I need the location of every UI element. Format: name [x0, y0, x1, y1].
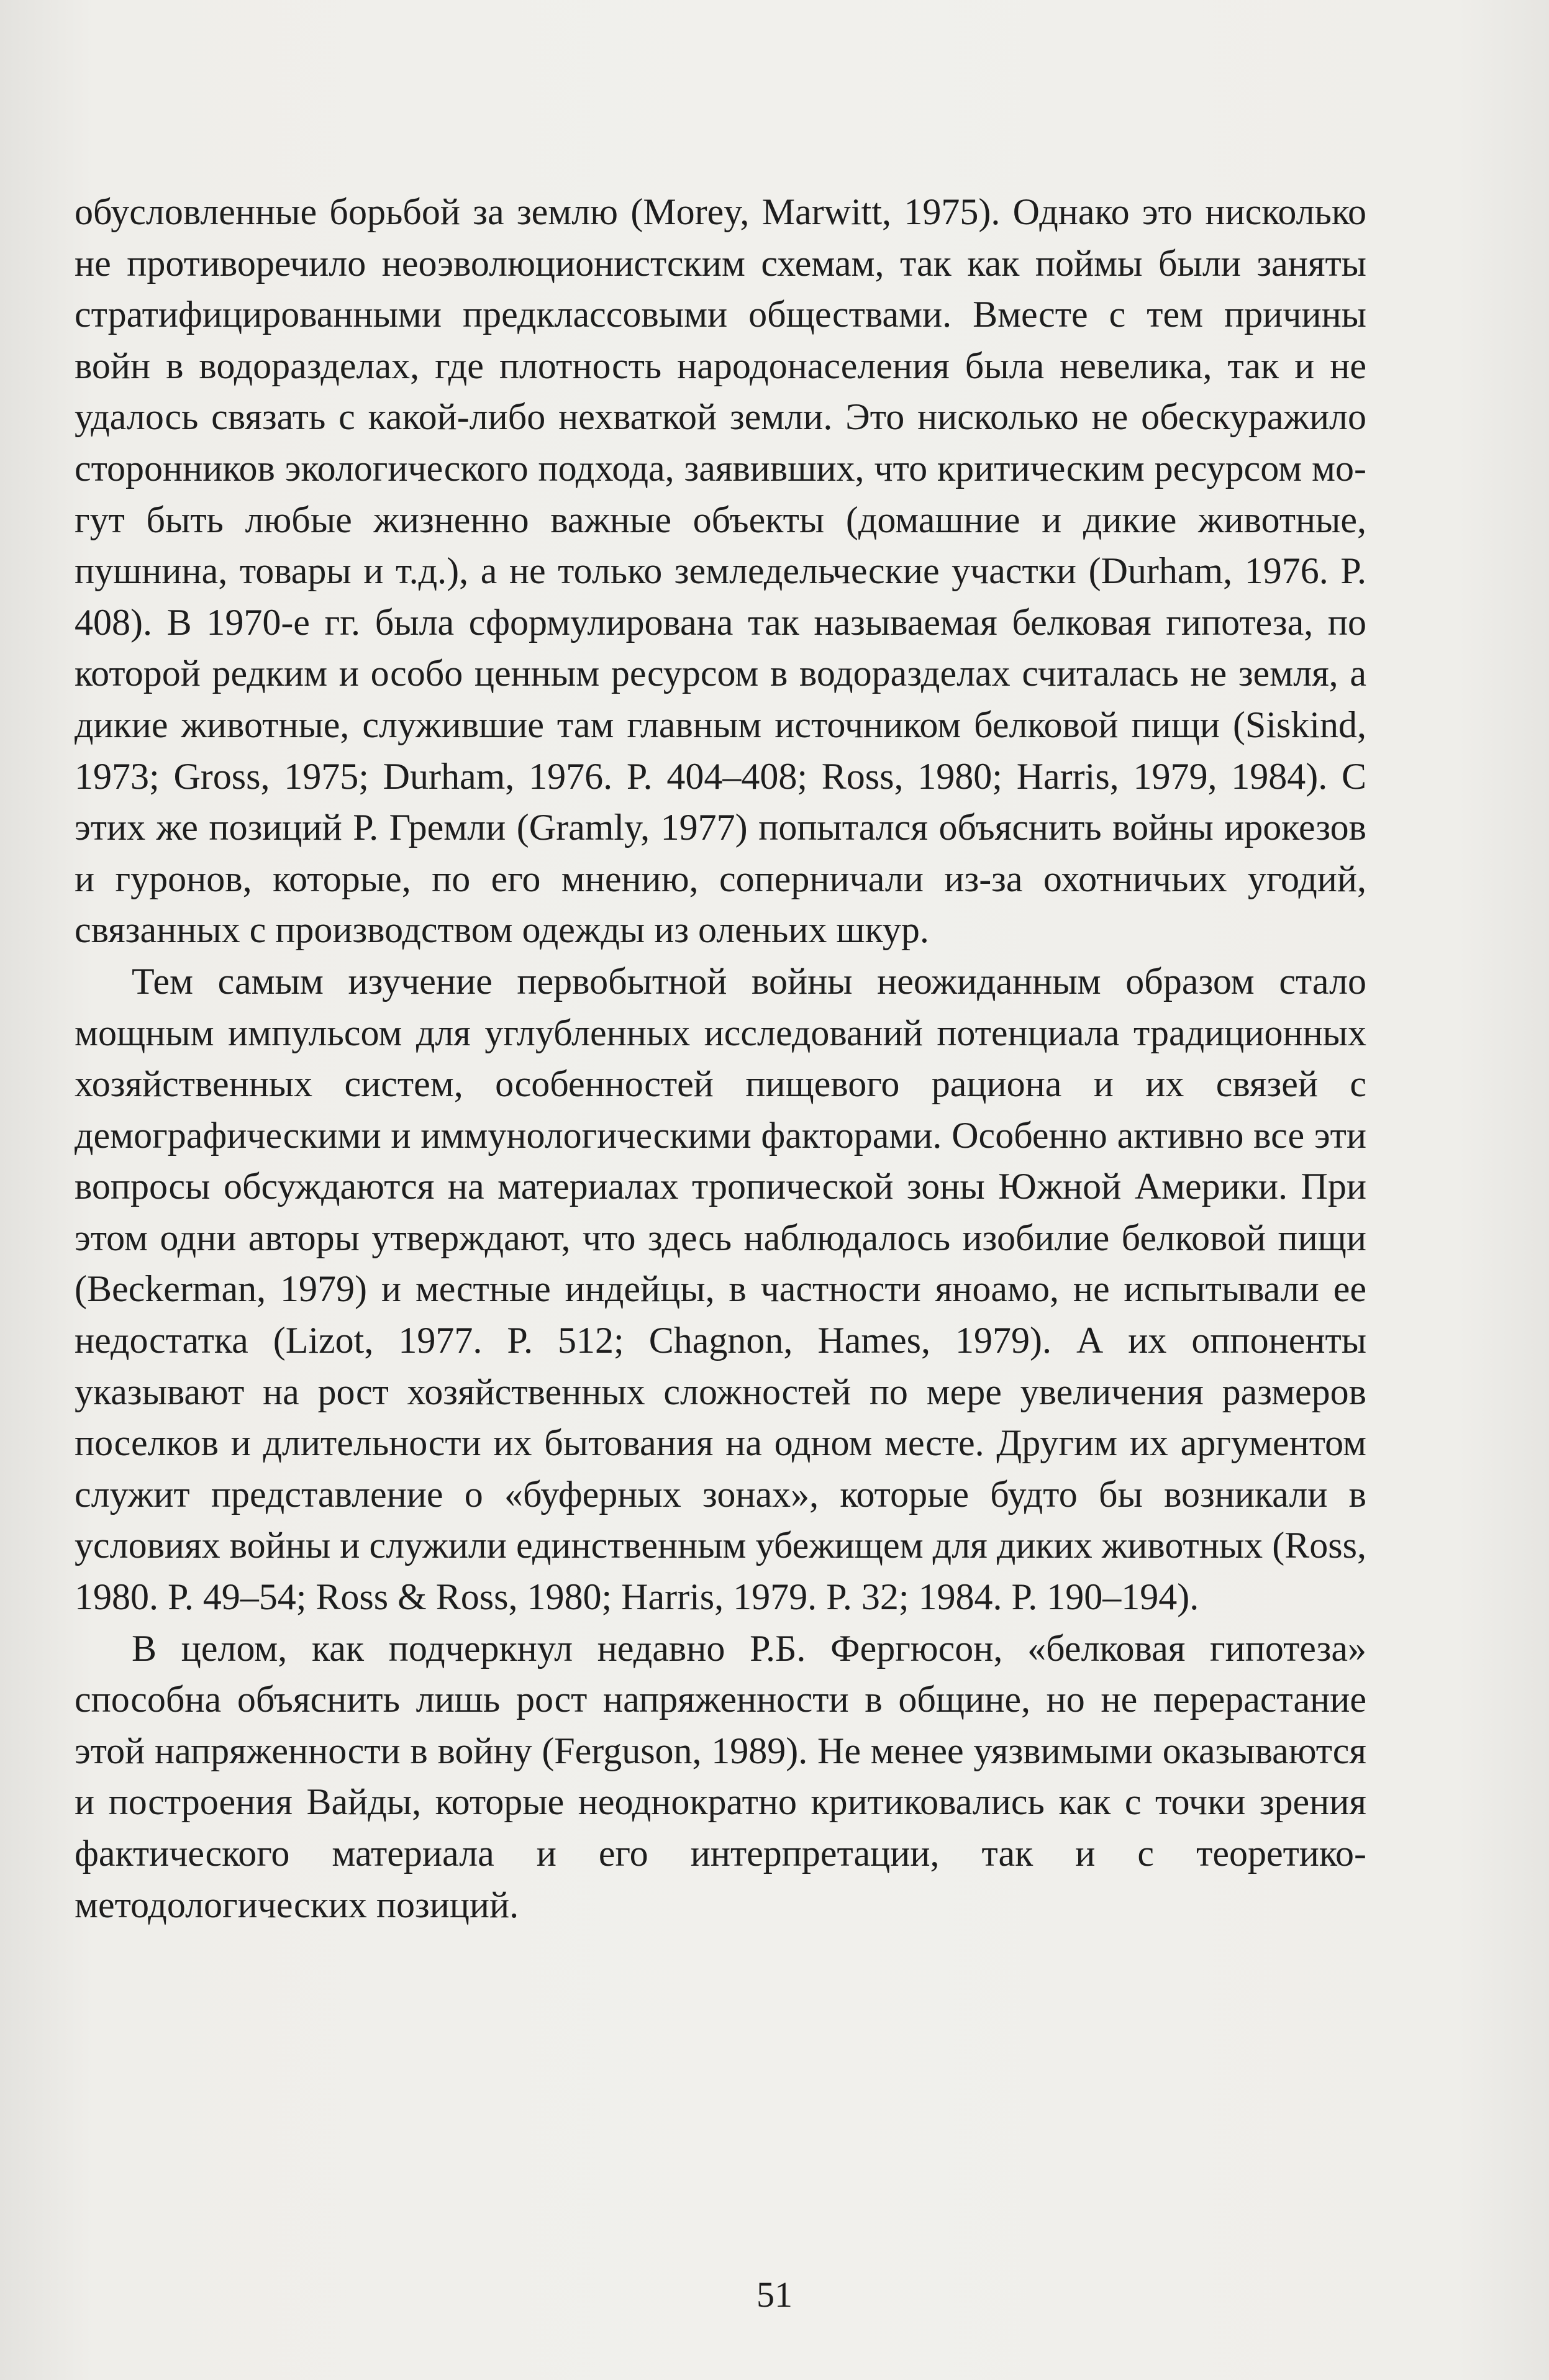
paragraph-2: Тем самым изучение первобытной войны неожиданным образом стало мощным импульсом для углубленных исследований потенциала традиционных хозяйственных систем, особенностей пищевого рациона и их связей с демографическими и иммунологическими факторами. Особенно активно все эти вопросы обсуждаются на материалах тропической зоны Южной Америки. При этом одни авторы утверждают, что здесь наблюдалось изобилие белковой пищи (Beckerman, 1979) и местные индейцы, в частности яноамо, не испытывали ее недостатка (Lizot, 1977. P. 512; Chagnon, Hames, 1979). А их оппоненты указывают на рост хозяйственных сложностей по мере увеличения размеров поселков и длительности их бытования на одном месте. Другим их аргументом служит представление о «буферных зонах», которые будто бы возникали в условиях войны и служили единственным убежищем для диких животных (Ross, 1980. P. 49–54; Ross & Ross, 1980; Harris, 1979. P. 32; 1984. P. 190–194).	[75, 960, 1366, 1618]
page-number: 51	[756, 2274, 793, 2315]
body-text	[75, 186, 1366, 1930]
paragraph-1: обусловленные борьбой за землю (Morey, Marwitt, 1975). Однако это нисколько не противоречило неоэволюционистским схемам, так как поймы были заняты стратифицированными предклассовыми обществами. Вместе с тем причины войн в водоразделах, где плотность народонаселения была невелика, так и не удалось связать с какой-либо нехваткой земли. Это нисколько не обескуражило сторонников экологического подхода, заявивших, что критическим ресурсом могут быть любые жизненно важные объекты (домашние и дикие животные, пушнина, товары и т.д.), а не только земледельческие участки (Durham, 1976. P. 408). В 1970-е гг. была сформулирована так называемая белковая гипотеза, по которой редким и особо ценным ресурсом в водоразделах считалась не земля, а дикие животные, служившие там главным источником белковой пищи (Siskind, 1973; Gross, 1975; Durham, 1976. P. 404–408; Ross, 1980; Harris, 1979, 1984). С этих же позиций Р. Гремли (Gramly, 1977) попытался объяснить войны ирокезов и гуронов, которые, по его мнению, соперничали из-за охотничьих угодий, связанных с производством одежды из оленьих шкур.	[75, 191, 1366, 951]
paragraph-3: В целом, как подчеркнул недавно Р.Б. Фергюсон, «белковая гипотеза» способна объяснить лишь рост напряженности в общине, но не перерастание этой напряженности в войну (Ferguson, 1989). Не менее уязвимыми оказываются и построения Вайды, которые неоднократно критиковались как с точки зрения фактического материала и его интерпретации, так и с теоретико-методологических позиций.	[75, 1627, 1366, 1925]
